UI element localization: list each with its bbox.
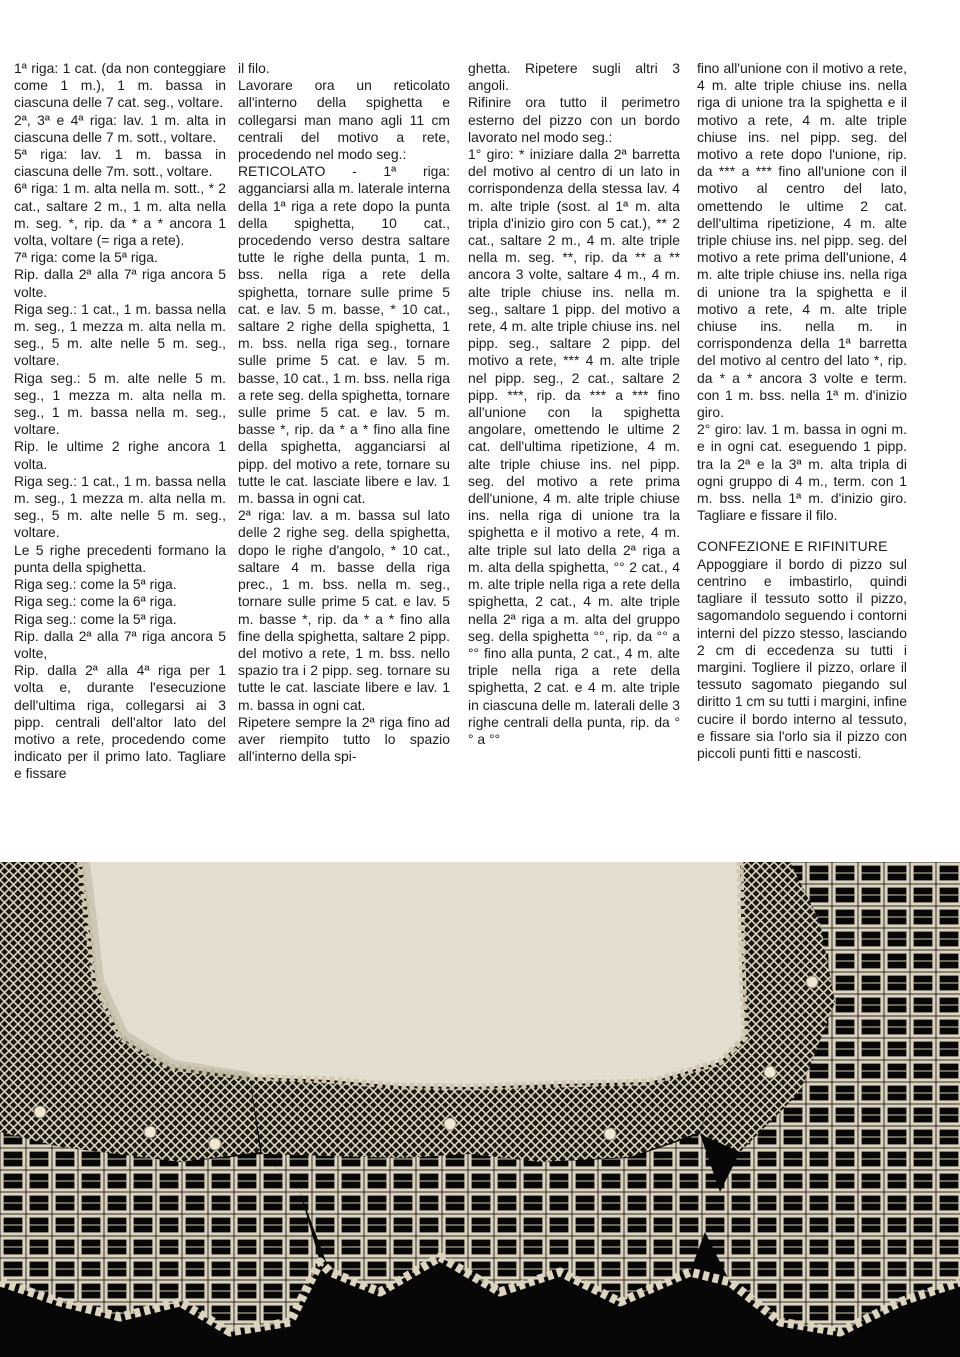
paragraph: RETICOLATO - 1ª riga: agganciarsi alla m. laterale interna della 1ª riga a rete dopo la punta della spighetta, 10 cat., procedendo verso destra saltare tutte le righe della punta, 1 m. bss. nella riga a rete della spighetta, tornare sulle prime 5 cat. e lav. 5 m. basse, * 10 cat., saltare 2 righe della spighetta, 1 m. bss. nella riga seg., tornare sulle prime 5 cat. e lav. 5 m. basse, 10 cat., 1 m. bss. nella riga a rete seg. della spighetta, tornare sulle prime 5 cat. e lav. 5 m. basse *, rip. da * a * fino alla fine della spighetta, agganciarsi al pipp. del motivo a rete, tornare su tutte le cat. lasciate libere e lav. 1 m. bassa in ogni cat. (238, 163, 450, 507)
paragraph: Riga seg.: 1 cat., 1 m. bassa nella m. seg., 1 mezza m. alta nella m. seg., 5 m. alte nelle 5 m. seg., voltare. (14, 300, 226, 369)
section-heading: CONFEZIONE E RIFINITURE (697, 538, 888, 555)
paragraph: Rip. dalla 2ª alla 7ª riga ancora 5 volte. (14, 266, 226, 300)
paragraph: Riga seg.: 5 m. alte nelle 5 m. seg., 1 mezza m. alta nella m. seg., 1 m. bassa nella m. seg., voltare. (14, 369, 226, 438)
linen-fabric (80, 862, 745, 1087)
paragraph: Rip. le ultime 2 righe ancora 1 volta. (14, 438, 226, 472)
paragraph: 1ª riga: 1 cat. (da non conteggiare come 1 m.), 1 m. bassa in ciascuna delle 7 cat. seg., voltare. (14, 60, 226, 111)
paragraph: 2° giro: lav. 1 m. bassa in ogni m. e in ogni cat. eseguendo 1 pipp. tra la 2ª e la 3ª m. alta tripla di ogni gruppo di 4 m., term. con 1 m. bss. nella 1ª m. d'inizio giro. Tagliare e fissare il filo. (697, 421, 907, 524)
paragraph: Lavorare ora un reticolato all'interno della spighetta e collegarsi man mano agli 11 cm centrali del motivo a rete, procedendo nel modo seg.: (238, 77, 450, 163)
paragraph: Ripetere sempre la 2ª riga fino ad aver riempito tutto lo spazio all'interno della spi- (238, 713, 450, 765)
text-column-3 (468, 60, 680, 748)
paragraph: 7ª riga: come la 5ª riga. (14, 249, 158, 266)
paragraph: fino all'unione con il motivo a rete, 4 m. alte triple chiuse ins. nella riga di unione tra la spighetta e il motivo a rete, 4 m. alte triple chiuse ins. nel pipp. seg. del motivo a rete dopo l'unione, rip. da *** a *** fino all'unione con il motivo al centro del lato, omettendo le ultime 2 cat. dell'ultima ripetizione, 4 m. alte triple chiuse ins. nel pipp. seg. del motivo a rete prima dell'unione, 4 m. alte triple chiuse ins. nella riga di unione tra la spighetta e il motivo a rete, 4 m. alte triple chiuse ins. nella m. in corrispondenza della 1ª barretta del motivo al centro del lato *, rip. da * a * ancora 3 volte e term. con 1 m. bss. nella 1ª m. d'inizio giro. (697, 60, 907, 421)
paragraph: Riga seg.: 1 cat., 1 m. bassa nella m. seg., 1 mezza m. alta nella m. seg., 5 m. alte nelle 5 m. seg., voltare. (14, 472, 226, 541)
paragraph: Rifinire ora tutto il perimetro esterno del pizzo con un bordo lavorato nel modo seg.: (468, 94, 680, 145)
paragraph: 2ª, 3ª e 4ª riga: lav. 1 m. alta in ciascuna delle 7 m. sott., voltare. (14, 111, 226, 145)
paragraph: 1° giro: * iniziare dalla 2ª barretta del motivo al centro di un lato in corrispondenza della stessa lav. 4 m. alte triple (sost. al 1ª m. alta tripla d'inizio giro con 5 cat.), ** 2 cat., saltare 2 m., 4 m. alte triple nella m. seg. **, rip. da ** a ** ancora 3 volte, saltare 4 m., 4 m. alte triple chiuse ins. nella m. seg., saltare 1 pipp. del motivo a rete, 4 m. alte triple chiuse ins. nel pipp. seg., saltare 2 pipp. del motivo a rete, *** 4 m. alte triple nel pipp. seg., 2 cat., saltare 2 pipp. ***, rip. da *** a *** fino all'unione con la spighetta angolare, omettendo le ultime 2 cat. dell'ultima ripetizione, 4 m. alte triple chiuse ins. nel pipp. seg. del motivo a rete prima dell'unione, 4 m. alte triple chiuse ins. nella riga di unione tra la spighetta e il motivo a rete, 4 m. alte triple sul lato della 2ª riga a m. alta della spighetta, °° 2 cat., 4 m. alte triple nella riga a rete della spighetta, 2 cat., 4 m. alte triple nella 2ª riga a m. alta del gruppo seg. della spighetta °°, rip. da °° a °° fino alla punta, 2 cat., 4 m. alte triple nella riga a rete della spighetta, 2 cat. e 4 m. alte triple in ciascuna delle m. laterali delle 3 righe centrali della punta, rip. da °° a °° (468, 146, 680, 747)
lace-illustration (0, 862, 960, 1357)
paragraph: Riga seg.: come la 5ª riga. (14, 610, 177, 627)
paragraph: Riga seg.: come la 6ª riga. (14, 593, 177, 610)
text-column-1 (14, 60, 226, 783)
lace-net-bottom-center (262, 1134, 720, 1302)
paragraph: Appoggiare il bordo di pizzo sul centrino e imbastirlo, quindi tagliare il tessuto sotto il pizzo, sagomandolo seguendo i contorni interni del pizzo stesso, lasciando 2 cm di eccedenza su tutti i margini. Togliere il pizzo, orlare il tessuto sagomato piegando sul diritto 1 cm su tutti i margini, infine cucire il bordo interno al tessuto, e fissare sia l'orlo sia il pizzo con piccoli punti fitti e nascosti. (697, 555, 907, 761)
text-column-2 (238, 60, 450, 765)
lace-doily-photo (0, 862, 960, 1357)
paragraph: 2ª riga: lav. a m. bassa sul lato delle 2 righe seg. della spighetta, dopo le righe d'angolo, * 10 cat., saltare 4 m. basse della riga prec., 1 m. bss. nella m. seg., tornare sulle prime 5 cat. e lav. 5 m. basse *, rip. da * a * fino alla fine della spighetta, saltare 2 pipp. del motivo a rete, 1 m. bss. nello spazio tra i 2 pipp. seg. tornare su tutte le cat. lasciate libere e lav. 1 m. bassa in ogni cat. (238, 507, 450, 713)
text-column-4 (697, 60, 907, 762)
paragraph: ghetta. Ripetere sugli altri 3 angoli. (468, 60, 680, 94)
paragraph: Rip. dalla 2ª alla 7ª riga ancora 5 volte, (14, 627, 226, 661)
paragraph: 5ª riga: lav. 1 m. bassa in ciascuna delle 7m. sott., voltare. (14, 146, 226, 180)
paragraph: Le 5 righe precedenti formano la punta della spighetta. (14, 541, 226, 575)
paragraph: il filo. (238, 60, 270, 76)
paragraph: Rip. dalla 2ª alla 4ª riga per 1 volta e, durante l'esecuzione dell'ultima riga, collegarsi ai 3 pipp. centrali dell'altor lato del motivo a rete, procedendo come indicato per il primo lato. Tagliare e fissare (14, 662, 226, 782)
paragraph: 6ª riga: 1 m. alta nella m. sott., * 2 cat., saltare 2 m., 1 m. alta nella m. seg. *, rip. da * a * ancora 1 volta, voltare (= riga a rete). (14, 180, 226, 249)
paragraph: Riga seg.: come la 5ª riga. (14, 576, 177, 593)
